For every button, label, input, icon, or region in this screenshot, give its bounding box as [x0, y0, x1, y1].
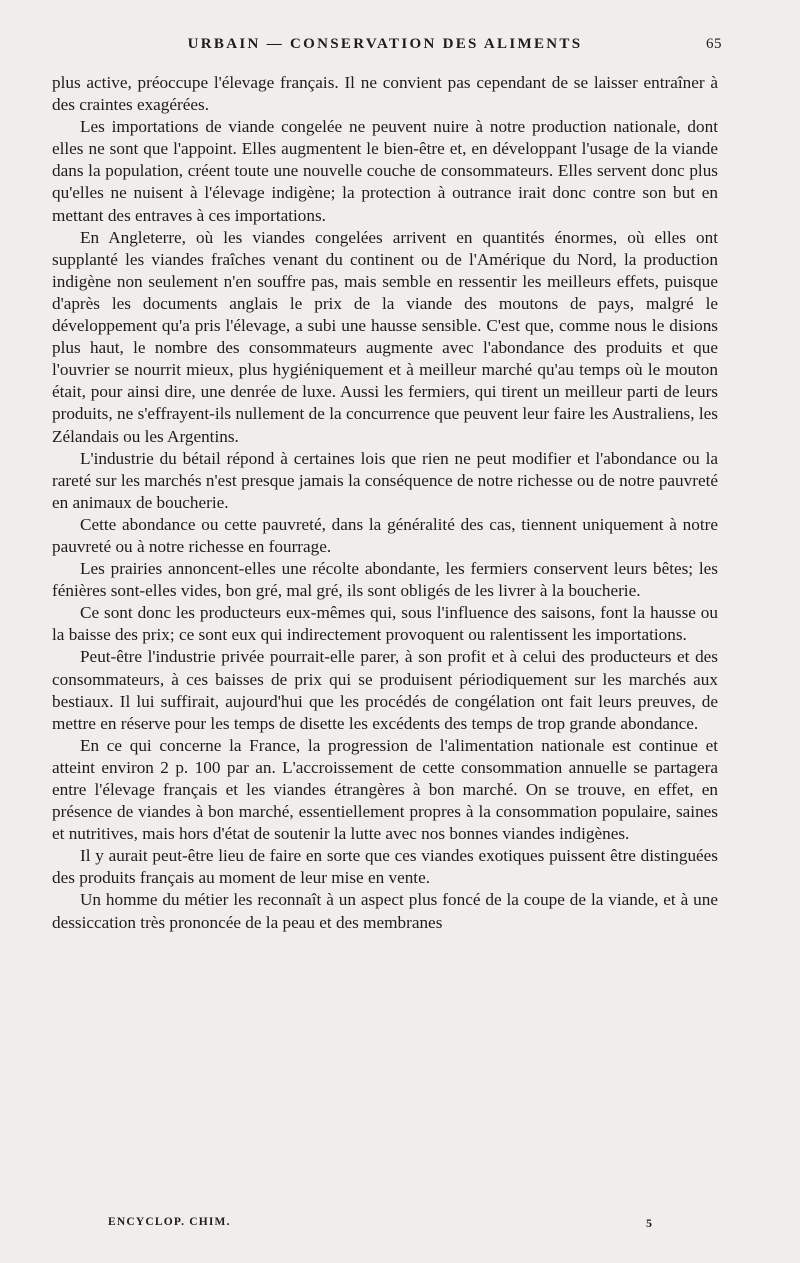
body-text [52, 72, 718, 934]
sheet-number: 5 [646, 1216, 652, 1230]
paragraph: Peut-être l'industrie privée pourrait-elle parer, à son profit et à celui des producteurs et des consommateurs, à ces baisses de prix qui se produisent périodiquement sur les marchés aux bestiaux. Il lui suffirait, aujourd'hui que les procédés de congélation ont fait leurs preuves, de mettre en réserve pour les temps de disette les excédents des temps de trop grande abondance. [52, 647, 718, 733]
signature-mark: ENCYCLOP. CHIM. [108, 1216, 231, 1228]
paragraph: Il y aurait peut-être lieu de faire en sorte que ces viandes exotiques puissent être distinguées des produits français au moment de leur mise en vente. [52, 846, 718, 888]
paragraph: L'industrie du bétail répond à certaines lois que rien ne peut modifier et l'abondance ou la rareté sur les marchés n'est presque jamais la conséquence de notre richesse ou de notre pauvreté en animaux de boucherie. [52, 448, 718, 512]
paragraph: Les importations de viande congelée ne peuvent nuire à notre production nationale, dont elles ne sont que l'appoint. Elles augmentent le bien-être et, en développant l'usage de la viande dans la population, créent toute une nouvelle couche de consommateurs. Elles servent donc plus qu'elles ne nuisent à l'élevage indigène; la protection à outrance irait donc contre son but en mettant des entraves à ces importations. [52, 117, 718, 225]
page-footer [52, 1216, 718, 1236]
running-head [52, 36, 722, 60]
paragraph: Cette abondance ou cette pauvreté, dans la généralité des cas, tiennent uniquement à notre pauvreté ou à notre richesse en fourrage. [52, 514, 718, 556]
running-title: URBAIN — CONSERVATION DES ALIMENTS [187, 36, 583, 52]
paragraph: En Angleterre, où les viandes congelées arrivent en quantités énormes, où elles ont supplanté les viandes fraîches venant du continent ou de l'Amérique du Nord, la production indigène non seulement n'en souffre pas, mais semble en ressentir les meilleurs effets, puisque d'après les documents anglais le prix de la viande des moutons de pays, malgré le développement qu'a pris l'élevage, a subi une hausse sensible. C'est que, comme nous le disions plus haut, le nombre des consommateurs augmente avec l'abondance des produits et que l'ouvrier se nourrit mieux, plus hygiéniquement et à meilleur marché qu'au temps où le mouton était, pour ainsi dire, une denrée de luxe. Aussi les fermiers, qui tirent un meilleur parti de leurs produits, ne s'effrayent-ils nullement de la concurrence que peuvent leur faire les Australiens, les Zélandais ou les Argentins. [52, 227, 718, 446]
paragraph: Un homme du métier les reconnaît à un aspect plus foncé de la coupe de la viande, et à une dessiccation très prononcée de la peau et des membranes [52, 890, 718, 932]
paragraph: Ce sont donc les producteurs eux-mêmes qui, sous l'influence des saisons, font la hausse ou la baisse des prix; ce sont eux qui indirectement provoquent ou ralentissent les importations. [52, 603, 718, 645]
page-number: 65 [706, 36, 722, 52]
paragraph: Les prairies annoncent-elles une récolte abondante, les fermiers conservent leurs bêtes; les fénières sont-elles vides, bon gré, mal gré, ils sont obligés de les livrer à la boucherie. [52, 559, 718, 601]
paragraph: En ce qui concerne la France, la progression de l'alimentation nationale est continue et atteint environ 2 p. 100 par an. L'accroissement de cette consommation annuelle se partagera entre l'élevage français et les viandes étrangères à bon marché. On se trouve, en effet, en présence de viandes à bon marché, essentiellement propres à la consommation populaire, saines et nutritives, mais hors d'état de soutenir la lutte avec nos bonnes viandes indigènes. [52, 735, 718, 844]
paragraph: plus active, préoccupe l'élevage français. Il ne convient pas cependant de se laisser entraîner à des craintes exagérées. [52, 73, 718, 115]
